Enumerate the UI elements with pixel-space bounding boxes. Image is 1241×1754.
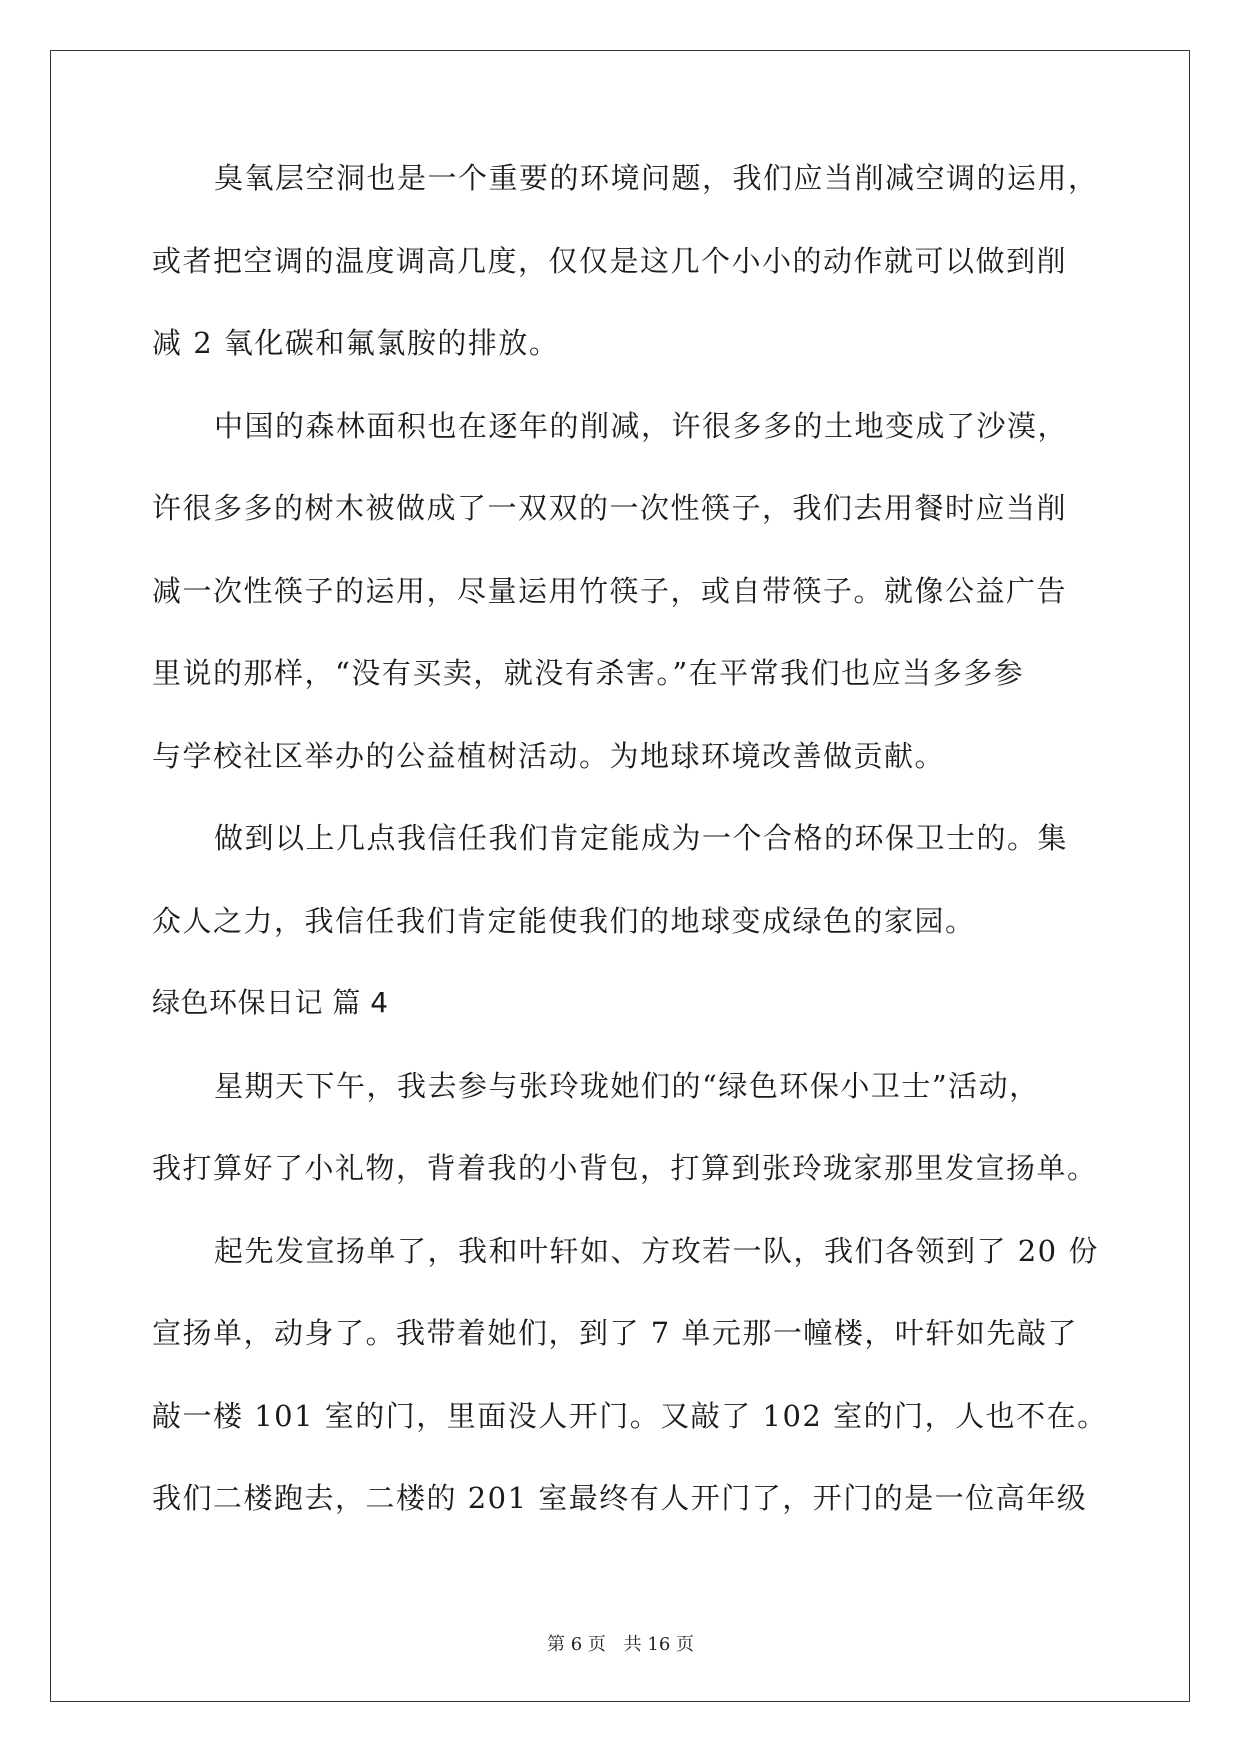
- page-number: 第 6 页: [547, 1634, 606, 1655]
- paragraph-line: 星期天下午，我去参与张玲珑她们的“绿色环保小卫士”活动，: [214, 1068, 1040, 1103]
- paragraph-line: 减一次性筷子的运用，尽量运用竹筷子，或自带筷子。就像公益广告: [152, 573, 1068, 608]
- paragraph-line: 或者把空调的温度调高几度，仅仅是这几个小小的动作就可以做到削: [152, 243, 1068, 278]
- paragraph-line: 我打算好了小礼物，背着我的小背包，打算到张玲珑家那里发宣扬单。: [152, 1151, 1098, 1185]
- section-heading: 绿色环保日记 篇 4: [152, 986, 389, 1019]
- paragraph-line: 做到以上几点我信任我们肯定能成为一个合格的环保卫士的。集: [214, 821, 1069, 855]
- paragraph-line: 减 2 氧化碳和氟氯胺的排放。: [152, 326, 560, 360]
- paragraph-line: 与学校社区举办的公益植树活动。为地球环境改善做贡献。: [152, 738, 946, 773]
- page-footer: [0, 1630, 1241, 1656]
- paragraph-line: 敲一楼 101 室的门，里面没人开门。又敲了 102 室的门，人也不在。: [152, 1398, 1108, 1433]
- paragraph-line: 臭氧层空洞也是一个重要的环境问题，我们应当削减空调的运用，: [214, 161, 1099, 195]
- document-body: [152, 158, 1108, 1561]
- paragraph-line: 宣扬单，动身了。我带着她们，到了 7 单元那一幢楼，叶轩如先敲了: [152, 1316, 1078, 1350]
- paragraph-line: 起先发宣扬单了，我和叶轩如、方玫若一队，我们各领到了 20 份: [214, 1233, 1099, 1268]
- paragraph-line: 中国的森林面积也在逐年的削减，许很多多的土地变成了沙漠，: [214, 408, 1069, 443]
- paragraph-line: 许很多多的树木被做成了一双双的一次性筷子，我们去用餐时应当削: [152, 491, 1068, 525]
- paragraph-line: 里说的那样，“没有买卖，就没有杀害。”在平常我们也应当多多参: [152, 656, 1025, 690]
- paragraph-line: 众人之力，我信任我们肯定能使我们的地球变成绿色的家园。: [152, 903, 976, 938]
- paragraph-line: 我们二楼跑去，二楼的 201 室最终有人开门了，开门的是一位高年级: [152, 1481, 1088, 1515]
- page-total: 共 16 页: [623, 1634, 694, 1655]
